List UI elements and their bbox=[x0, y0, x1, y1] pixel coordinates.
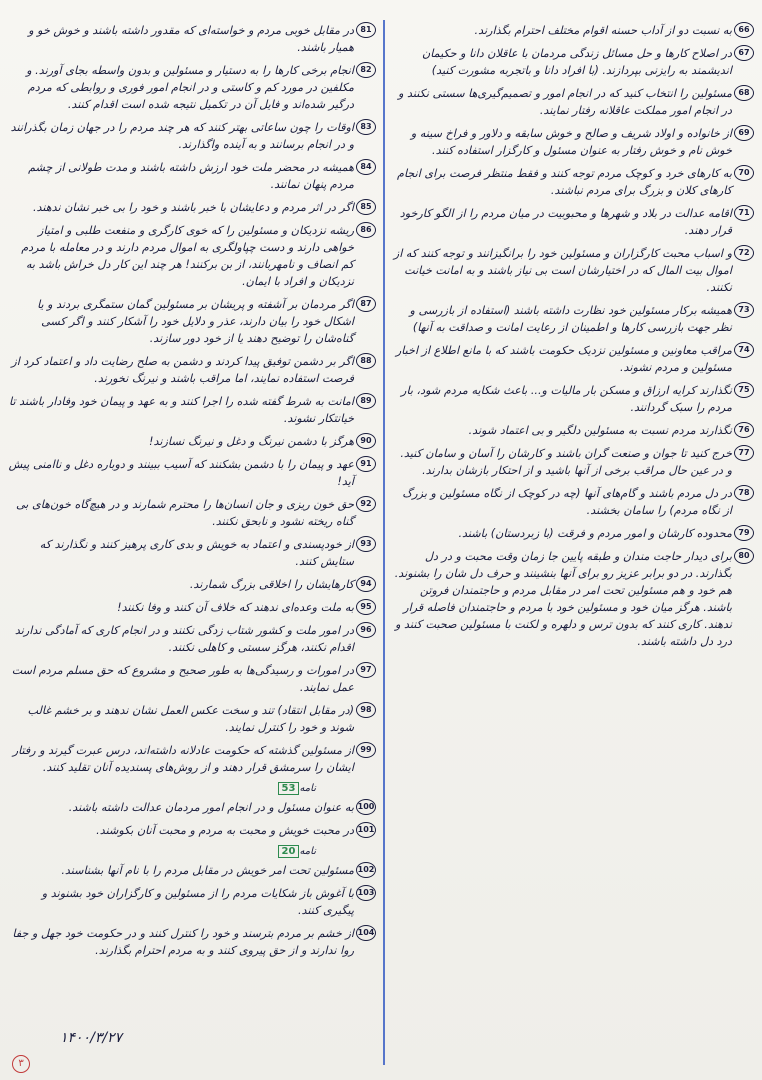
note-prefix: نامه bbox=[299, 783, 316, 794]
list-item bbox=[8, 742, 376, 776]
list-item bbox=[8, 536, 376, 570]
list-item bbox=[8, 62, 376, 113]
list-item bbox=[8, 393, 376, 427]
item-number-circle: 77 bbox=[734, 445, 754, 461]
item-number-circle: 89 bbox=[356, 393, 376, 409]
item-number-circle: 68 bbox=[734, 85, 754, 101]
item-number-circle: 95 bbox=[356, 599, 376, 615]
item-text: خرج کنید تا جوان و صنعت گران باشند و کارشان را آسان و سامان کنید. و در عین حال مراقب برخی از آنها باشید و از احتکار بازشان بدارند. bbox=[400, 447, 732, 477]
item-number-circle: 82 bbox=[356, 62, 376, 78]
list-item bbox=[392, 205, 754, 239]
item-number-circle: 79 bbox=[734, 525, 754, 541]
note-number-box: 53 bbox=[278, 782, 300, 795]
list-item bbox=[392, 422, 754, 439]
letter-reference-note bbox=[8, 845, 316, 858]
list-item bbox=[8, 496, 376, 530]
item-text: اوقات را چون ساعاتی بهتر کنند که هر چند مردم را در جهان زمان بگذرانند و در انجام برسانند و به آینده واگذارند. bbox=[10, 121, 354, 151]
list-item bbox=[392, 302, 754, 336]
item-text: در دل مردم باشند و گام‌های آنها (چه در کوچک از نگاه مسئولین و بزرگ از نگاه مردم) را سامان بخشند. bbox=[402, 487, 732, 517]
item-text: با آغوش باز شکایات مردم را از مسئولین و کارگزاران خود بشنوند و پیگیری کنند. bbox=[41, 887, 354, 917]
list-item bbox=[8, 925, 376, 959]
item-number-circle: 99 bbox=[356, 742, 376, 758]
item-text: اگر بر دشمن توفیق پیدا کردند و دشمن به صلح رضایت داد و اعتماد کرد از فرصت استفاده نمایند، اما مراقب باشند و نیرنگ نخورند. bbox=[11, 355, 354, 385]
note-prefix: نامه bbox=[299, 846, 316, 857]
item-number-circle: 97 bbox=[356, 662, 376, 678]
item-number-circle: 85 bbox=[356, 199, 376, 215]
list-item bbox=[392, 45, 754, 79]
item-text: اقامه عدالت در بلاد و شهرها و محبوبیت در میان مردم را از الگو کارخود قرار دهند. bbox=[399, 207, 732, 237]
item-number-circle: 78 bbox=[734, 485, 754, 501]
item-text: همیشه برکار مسئولین خود نظارت داشته باشند (استفاده از بازرسی و نظر جهت بازرسی کارها و اطمینان از رعایت امانت و صداقت به آنها) bbox=[409, 304, 732, 334]
item-number-circle: 80 bbox=[734, 548, 754, 564]
item-text: امانت به شرط گفته شده را اجرا کنند و به عهد و پیمان خود وفادار باشند تا خیانتکار نشوند. bbox=[9, 395, 354, 425]
list-item bbox=[392, 525, 754, 542]
list-item bbox=[8, 822, 376, 839]
list-item bbox=[392, 22, 754, 39]
item-number-circle: 75 bbox=[734, 382, 754, 398]
item-number-circle: 83 bbox=[356, 119, 376, 135]
item-text: مسئولین تحت امر خویش در مقابل مردم را با نام آنها بشناسند. bbox=[61, 864, 354, 877]
list-item bbox=[8, 662, 376, 696]
list-item bbox=[8, 119, 376, 153]
item-text: به ملت وعده‌ای ندهند که خلاف آن کنند و وفا نکنند! bbox=[117, 601, 354, 614]
item-number-circle: 70 bbox=[734, 165, 754, 181]
item-text: در امورات و رسیدگی‌ها به طور صحیح و مشروع که حق مسلم مردم است عمل نمایند. bbox=[11, 664, 354, 694]
item-text: هرگز با دشمن نیرنگ و دغل و نیرنگ نسازند! bbox=[149, 435, 354, 448]
list-item bbox=[8, 456, 376, 490]
item-number-circle: 90 bbox=[356, 433, 376, 449]
item-number-circle: 93 bbox=[356, 536, 376, 552]
item-number-circle: 96 bbox=[356, 622, 376, 638]
item-number-circle: 74 bbox=[734, 342, 754, 358]
item-number-circle: 71 bbox=[734, 205, 754, 221]
item-text: از خودپسندی و اعتماد به خویش و بدی کاری پرهیز کنند و نگذارند که ستایش کنند. bbox=[39, 538, 354, 568]
item-number-circle: 88 bbox=[356, 353, 376, 369]
list-item bbox=[392, 85, 754, 119]
list-item bbox=[8, 885, 376, 919]
item-number-circle: 73 bbox=[734, 302, 754, 318]
column-divider-line bbox=[383, 20, 385, 1065]
item-text: در مقابل خوبی مردم و خواسته‌ای که مقدور داشته باشند و خوش خو و همیار باشند. bbox=[28, 24, 354, 54]
item-text: کارهایشان را اخلاقی بزرگ شمارند. bbox=[189, 578, 354, 591]
item-number-circle: 87 bbox=[356, 296, 376, 312]
item-text: به نسبت دو از آداب حسنه اقوام مختلف احترام بگذارند. bbox=[474, 24, 732, 37]
item-number-circle: 104 bbox=[356, 925, 376, 941]
item-text: محدوده کارشان و امور مردم و فرقت (با زبردستان) باشند. bbox=[458, 527, 732, 540]
item-text: نگذارند مردم نسبت به مسئولین دلگیر و بی اعتماد شوند. bbox=[468, 424, 732, 437]
item-number-circle: 76 bbox=[734, 422, 754, 438]
item-number-circle: 100 bbox=[356, 799, 376, 815]
item-number-circle: 69 bbox=[734, 125, 754, 141]
list-item bbox=[8, 199, 376, 216]
list-item bbox=[8, 862, 376, 879]
item-text: عهد و پیمان را با دشمن بشکنند که آسیب ببینند و دوباره دغل و ناامنی پیش آید! bbox=[8, 458, 354, 488]
item-number-circle: 102 bbox=[356, 862, 376, 878]
item-number-circle: 91 bbox=[356, 456, 376, 472]
item-number-circle: 98 bbox=[356, 702, 376, 718]
page-number-badge: ۳ bbox=[12, 1055, 30, 1073]
item-text: در محبت خویش و محبت به مردم و محبت آنان بکوشند. bbox=[96, 824, 354, 837]
item-text: اگر مردمان بر آشفته و پریشان بر مسئولین گمان ستمگری بردند و یا اشکال خود را بیان دارند، عذر و دلایل خود را آشکار کنند و اگر کسی گناه‌شان را توضیح دهند یا از خود دور سازند. bbox=[37, 298, 354, 345]
item-text: از خشم بر مردم بترسند و خود را کنترل کنند و در حکومت خود جهل و جفا روا ندارند و از حق پیروی کنند و به مردم احترام بگذارند. bbox=[12, 927, 354, 957]
list-item bbox=[392, 485, 754, 519]
list-item bbox=[392, 342, 754, 376]
item-text: مراقب معاونین و مسئولین نزدیک حکومت باشند که با مانع اطلاع از اخبار مسئولین و مردم نشوند. bbox=[395, 344, 732, 374]
list-item bbox=[8, 353, 376, 387]
list-item bbox=[8, 599, 376, 616]
list-item bbox=[392, 245, 754, 296]
item-text: در امور ملت و کشور شتاب زدگی نکنند و در انجام کاری که آمادگی ندارند اقدام نکنند، هرگز سستی و کاهلی نکنند. bbox=[14, 624, 354, 654]
item-number-circle: 92 bbox=[356, 496, 376, 512]
list-item bbox=[392, 125, 754, 159]
item-number-circle: 72 bbox=[734, 245, 754, 261]
item-text: اگر در اثر مردم و دعایشان با خبر باشند و خود را بی خبر نشان ندهند. bbox=[32, 201, 354, 214]
item-text: به کارهای خرد و کوچک مردم توجه کنند و فقط منتظر فرصت برای انجام کارهای کلان و بزرگ برای مردم نباشند. bbox=[397, 167, 732, 197]
list-item bbox=[8, 433, 376, 450]
footer-date: ۱۴۰۰/۳/۲۷ bbox=[60, 1030, 123, 1046]
item-text: مسئولین را انتخاب کنید که در انجام امور و تصمیم‌گیری‌ها سستی نکنند و در انجام امور مملکت عاقلانه رفتار نمایند. bbox=[398, 87, 732, 117]
item-text: حق خون ریزی و جان انسان‌ها را محترم شمارند و در هیچ‌گاه خون‌های بی گناه ریخته نشود و نابحق نکنند. bbox=[15, 498, 354, 528]
item-number-circle: 94 bbox=[356, 576, 376, 592]
item-number-circle: 66 bbox=[734, 22, 754, 38]
right-column bbox=[392, 22, 754, 656]
list-item bbox=[392, 445, 754, 479]
list-item bbox=[8, 576, 376, 593]
list-item bbox=[8, 159, 376, 193]
left-column bbox=[8, 22, 376, 965]
note-number-box: 20 bbox=[278, 845, 300, 858]
item-text: برای دیدار حاجت مندان و طبقه پایین جا زمان وقت محبت و در دل بگذارند. در دو برابر عزیز رو برای آنها بنشینند و حرف دل شان را بشنوند. هم خود و هم مسئولین تحت امر در مقابل مردم و حاجتمندان فروتن باشند. هرگز میان خود و مسئولین خود با مردم و حاجتمندان فاصله قرار ندهند. کاری کنند که بدون ترس و دلهره و لکنت با مسئولین صحبت کنند و درد دل داشته باشند. bbox=[394, 550, 732, 648]
list-item bbox=[392, 548, 754, 650]
list-item bbox=[8, 222, 376, 290]
list-item bbox=[392, 382, 754, 416]
item-text: همیشه در محضر ملت خود ارزش داشته باشند و مدت طولانی از چشم مردم پنهان نمانند. bbox=[28, 161, 354, 191]
item-number-circle: 81 bbox=[356, 22, 376, 38]
item-number-circle: 101 bbox=[356, 822, 376, 838]
item-number-circle: 103 bbox=[356, 885, 376, 901]
item-text: انجام برخی کارها را به دستیار و مسئولین و بدون واسطه بجای آورند. و مکلفین در مورد کم و کاستی و در انجام امور فوری و روابطی که مردم درگیر شده‌اند و فایل آن در تکمیل نتیجه شده است اقدام کنند. bbox=[26, 64, 354, 111]
list-item bbox=[8, 702, 376, 736]
item-text: در اصلاح کارها و حل مسائل زندگی مردمان با عاقلان دانا و حکیمان اندیشمند به رایزنی بپردازند. (با افراد دانا و باتجربه مشورت کنید) bbox=[422, 47, 732, 77]
item-text: و اسباب محبت کارگزاران و مسئولین خود را برانگیزانند و توجه کنند که از اموال بیت المال که در اختیارشان است بی نیاز باشند و به امانت خیانت نکنند. bbox=[393, 247, 732, 294]
item-text: ریشه نزدیکان و مسئولین را که خوی کارگری و منفعت طلبی و امتیاز خواهی دارند و دست چپاولگری به اموال مردم دارند و در معامله با مردم کم انصاف و نامهربانند، از بن برکنند! هر چند این کار دل خراش باشد به نزدیکان و افراد با ایمان. bbox=[21, 224, 354, 288]
item-text: نگذارند کرایه ارزاق و مسکن بار مالیات و... باعث شکایه مردم شود، بار مردم را سبک گردانند. bbox=[401, 384, 732, 414]
item-number-circle: 84 bbox=[356, 159, 376, 175]
item-text: (در مقابل انتقاد) تند و سخت عکس العمل نشان ندهند و بر خشم غالب شوند و خود را کنترل نمایند. bbox=[27, 704, 354, 734]
list-item bbox=[8, 296, 376, 347]
list-item bbox=[392, 165, 754, 199]
list-item bbox=[8, 22, 376, 56]
item-text: به عنوان مسئول و در انجام امور مردمان عدالت داشته باشند. bbox=[68, 801, 354, 814]
letter-reference-note bbox=[8, 782, 316, 795]
item-number-circle: 67 bbox=[734, 45, 754, 61]
item-number-circle: 86 bbox=[356, 222, 376, 238]
item-text: از خانواده و اولاد شریف و صالح و خوش سابقه و دلاور و فراخ سینه و خوش نام و خوش رفتار به عنوان مسئول و کارگزار استفاده کنند. bbox=[410, 127, 732, 157]
list-item bbox=[8, 622, 376, 656]
list-item bbox=[8, 799, 376, 816]
item-text: از مسئولین گذشته که حکومت عادلانه داشته‌اند، درس عبرت گیرند و رفتار ایشان را سرمشق قرار دهند و از روش‌های پسندیده آنان تقلید کنند. bbox=[12, 744, 354, 774]
